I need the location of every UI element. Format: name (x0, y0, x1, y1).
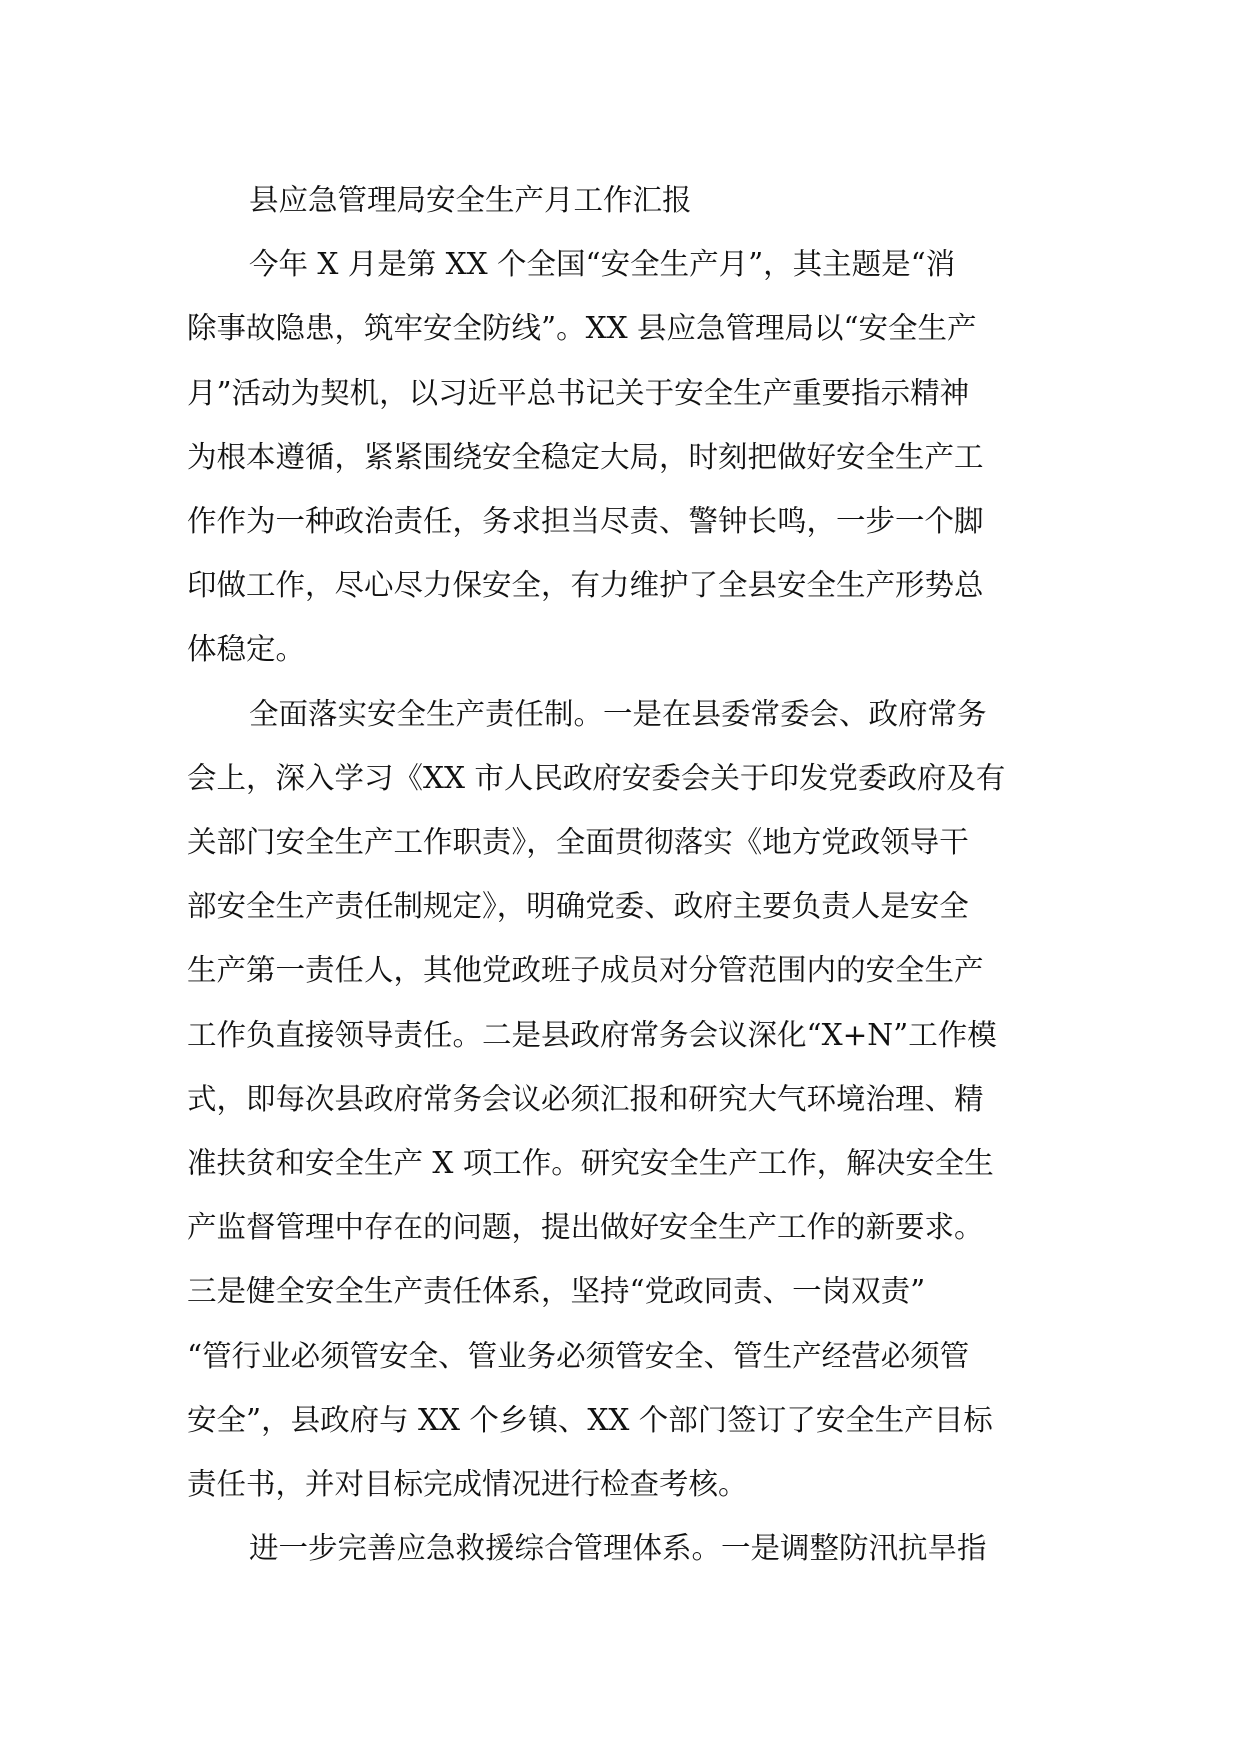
paragraph-line: 关部门安全生产工作职责》，全面贯彻落实《地方党政领导干 (187, 825, 969, 860)
document-body (187, 168, 1057, 1580)
paragraph-line: 产监督管理中存在的问题，提出做好安全生产工作的新要求。 (187, 1210, 984, 1245)
paragraph-emergency (187, 1516, 1057, 1580)
paragraph-line: 除事故隐患，筑牢安全防线”。XX 县应急管理局以“安全生产 (187, 311, 977, 346)
paragraph-line: 全面落实安全生产责任制。一是在县委常委会、政府常务 (249, 696, 987, 731)
paragraph-responsibility (187, 682, 1057, 1517)
paragraph-line: 月”活动为契机，以习近平总书记关于安全生产重要指示精神 (187, 375, 970, 410)
paragraph-line: 印做工作，尽心尽力保安全，有力维护了全县安全生产形势总 (187, 568, 984, 603)
paragraph-line: 准扶贫和安全生产 X 项工作。研究安全生产工作，解决安全生 (187, 1146, 994, 1181)
paragraph-line: 为根本遵循，紧紧围绕安全稳定大局，时刻把做好安全生产工 (187, 439, 984, 474)
paragraph-line: 部安全生产责任制规定》，明确党委、政府主要负责人是安全 (187, 889, 969, 924)
document-title: 县应急管理局安全生产月工作汇报 (249, 183, 692, 217)
paragraph-line: 会上，深入学习《XX 市人民政府安委会关于印发党委政府及有 (187, 760, 1006, 795)
paragraph-line: 式，即每次县政府常务会议必须汇报和研究大气环境治理、精 (187, 1081, 984, 1116)
paragraph-line: 责任书，并对目标完成情况进行检查考核。 (187, 1467, 748, 1502)
paragraph-line: 进一步完善应急救援综合管理体系。一是调整防汛抗旱指 (249, 1531, 987, 1566)
paragraph-line: 作作为一种政治责任，务求担当尽责、警钟长鸣，一步一个脚 (187, 504, 984, 539)
paragraph-intro (187, 232, 1057, 681)
paragraph-line: 今年 X 月是第 XX 个全国“安全生产月”，其主题是“消 (249, 247, 956, 282)
paragraph-line: “管行业必须管安全、管业务必须管安全、管生产经营必须管 (187, 1338, 970, 1373)
paragraph-line: 安全”，县政府与 XX 个乡镇、XX 个部门签订了安全生产目标 (187, 1402, 993, 1437)
paragraph-line: 三是健全安全生产责任体系，坚持“党政同责、一岗双责” (187, 1274, 926, 1309)
paragraph-line: 工作负直接领导责任。二是县政府常务会议深化“X+N”工作模 (187, 1017, 997, 1052)
paragraph-line: 生产第一责任人，其他党政班子成员对分管范围内的安全生产 (187, 953, 984, 988)
paragraph-line: 体稳定。 (187, 632, 306, 667)
